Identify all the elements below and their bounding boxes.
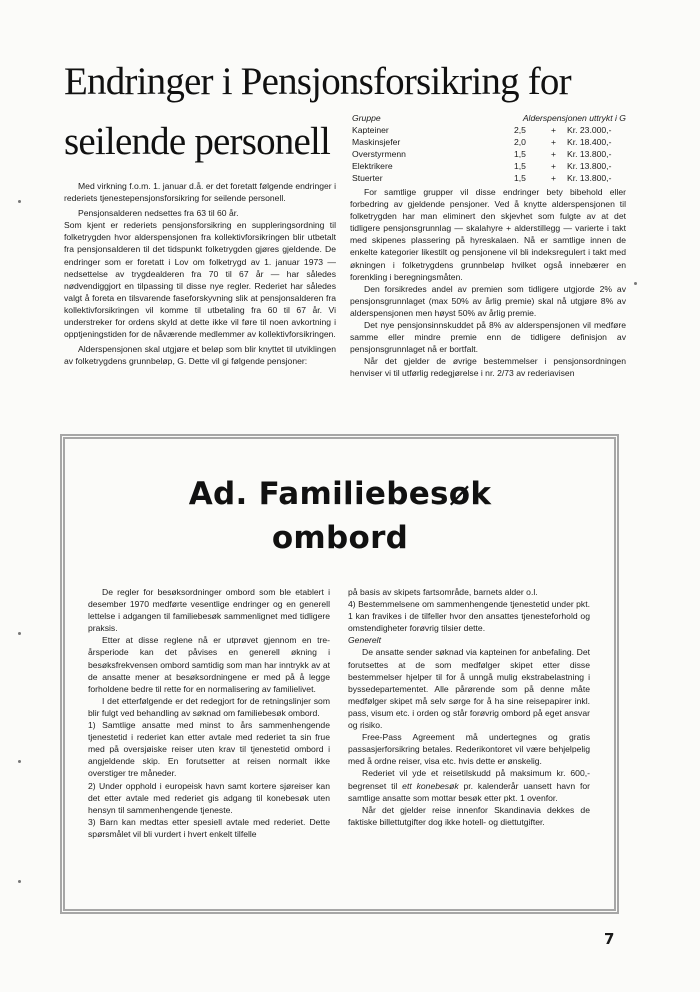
table-cell-plus: +: [551, 149, 557, 160]
table-cell-amount: Kr. 23.000,-: [567, 125, 612, 136]
paragraph: Free-Pass Agreement må undertegnes og gratis passasjerforsikring betales. Rederikontoret vil være behjelpelig med å ordne reiser, visa etc. hvis dette er ønskelig.: [348, 732, 590, 767]
article-title-line1: Endringer i Pensjonsforsikring for: [64, 60, 571, 103]
paragraph: Alderspensjonen skal utgjøre et beløp som blir knyttet til utviklingen av folketrygdens grunnbeløp, G. Dette vil gi følgende pensjoner:: [64, 344, 336, 367]
margin-mark: [18, 200, 21, 203]
table-row: [352, 160, 626, 172]
table-cell-group: Kapteiner: [352, 125, 389, 136]
section-heading: Generelt: [348, 635, 381, 646]
paragraph: De regler for besøksordninger ombord som ble etablert i desember 1970 medførte vesentlige endringer og en generell lettelse i adgangen til familiebesøk sammenlignet med tidligere praksis.: [88, 587, 330, 634]
table-cell-g: 2,0: [514, 137, 526, 148]
table-cell-g: 1,5: [514, 161, 526, 172]
table-cell-amount: Kr. 18.400,-: [567, 137, 612, 148]
margin-mark: [18, 760, 21, 763]
table-header-group: Gruppe: [352, 113, 381, 123]
article2-right-column: [348, 586, 590, 828]
table-cell-g: 1,5: [514, 173, 526, 184]
paragraph: For samtlige grupper vil disse endringer bety bibehold eller forbedring av gjeldende pensjoner. Ved å knytte alderspensjonen til folketrygden har man eliminert den skjevhet som fulgte av at det tidligere pensjonsgrunnlag — skalahyre + alderstillegg — varierte i takt med skipenes plassering på hyreskalaen. Nå er samtlige innen de enkelte kategorier likestilt og pensjonene vil bli indeksregulert i takt med økningen i folketrygdens grunnbeløp hvilket også innebærer en forenkling i beregningsmåten.: [350, 187, 626, 282]
table-cell-group: Overstyrmenn: [352, 149, 406, 160]
table-header-pension: Alderspensjonen uttrykt i G: [522, 113, 626, 123]
table-row: [352, 172, 626, 184]
paragraph: De ansatte sender søknad via kapteinen for anbefaling. Det forutsettes at de som medfølger skipet etter disse bestemmelser hjelper til for å unngå mulig ekstrabelastning i byssedepartementet. Alle pårørende som på denne måte medfølger skipet må selv sørge for å ha sine reisepapirer inkl. pass, visum etc. i orden og står forøvrig ombord på eget ansvar og risiko.: [348, 647, 590, 731]
article1-left-column: [64, 180, 336, 367]
article2-left-column: [88, 586, 330, 840]
table-row: [352, 124, 626, 136]
table-cell-plus: +: [551, 161, 557, 172]
table-cell-plus: +: [551, 173, 557, 184]
paragraph: Pensjonsalderen nedsettes fra 63 til 60 år.: [78, 208, 239, 219]
paragraph: Med virkning f.o.m. 1. januar d.å. er det foretatt følgende endringer i rederiets tjenestepensjonsforsikring for seilende personell.: [64, 181, 336, 204]
paragraph: Når det gjelder reise innenfor Skandinavia dekkes de faktiske billettutgifter dog ikke hotell- og diettutgifter.: [348, 804, 590, 827]
emphasis-text: ett konebesøk: [402, 780, 459, 791]
paragraph: Etter at disse reglene nå er utprøvet gjennom en tre-årsperiode kan det påvises en generell økning i besøksfrekvensen ombord samtidig som man har inntrykk av at de ansatte mener at besøksordningene er med på å legge forholdene bedre til rette for en normalisering av familielivet.: [88, 635, 330, 694]
paragraph: på basis av skipets fartsområde, barnets alder o.l.: [348, 587, 538, 597]
page-number: 7: [604, 930, 615, 948]
table-row: [352, 148, 626, 160]
paragraph: Den forsikredes andel av premien som tidligere utgjorde 2% av pensjonsgrunnlaget (max 50% av årlig premie) skal nå utgjøre 8% av alderspensjonen men høyst 50% av årlig premie.: [350, 283, 626, 318]
table-cell-group: Elektrikere: [352, 161, 393, 172]
list-item: 3) Barn kan medtas etter spesiell avtale med rederiet. Dette spørsmålet vil bli vurdert i hvert enkelt tilfelle: [88, 816, 330, 839]
table-cell-g: 1,5: [514, 149, 526, 160]
article2-title-line2: ombord: [271, 520, 409, 556]
table-row: [352, 136, 626, 148]
table-cell-amount: Kr. 13.800,-: [567, 149, 612, 160]
table-header: [352, 112, 626, 124]
list-item: 1) Samtlige ansatte med minst to års sammenhengende tjenestetid i rederiet kan etter avtale med rederiet ta sin frue med på oversjøiske reiser uten krav til tjenestetid ombord i angjeldende skip. En forutsetter at reisen normalt ikke overstiger tre måneder.: [88, 720, 330, 779]
paragraph: Når det gjelder de øvrige bestemmelser i pensjonsordningen henviser vi til utførlig redegjørelse i nr. 2/73 av rederiavisen: [350, 356, 626, 379]
paragraph-text: pr. kalenderår uansett havn for samtlige ansatte som mottar besøk etter pkt. 1 ovenfor.: [348, 780, 590, 803]
margin-mark: [18, 632, 21, 635]
table-cell-group: Stuerter: [352, 173, 383, 184]
pension-table: [352, 112, 626, 185]
paragraph: Det nye pensjonsinnskuddet på 8% av alderspensjonen vil medføre samme eller mindre premie enn de tidligere definisjon av pensjonsgrunnlaget nå er bortfalt.: [350, 320, 626, 355]
paragraph: I det etterfølgende er det redegjort for de retningslinjer som blir fulgt ved behandling av søknad om familiebesøk ombord.: [88, 695, 330, 718]
article-title-line2: seilende personell: [64, 120, 331, 163]
table-cell-amount: Kr. 13.800,-: [567, 173, 612, 184]
article1-right-column: [350, 186, 626, 380]
paragraph: [348, 767, 590, 803]
table-cell-g: 2,5: [514, 125, 526, 136]
margin-mark: [18, 880, 21, 883]
paragraph-text: Rederiet vil yde et reisetilskudd på maksimum kr. 600,- begrenset til: [348, 768, 590, 791]
margin-mark: [634, 282, 637, 285]
table-cell-plus: +: [551, 125, 557, 136]
article2-title-line1: Ad. Familiebesøk: [188, 476, 492, 512]
table-cell-plus: +: [551, 137, 557, 148]
table-cell-amount: Kr. 13.800,-: [567, 161, 612, 172]
list-item: 2) Under opphold i europeisk havn samt kortere sjøreiser kan det etter avtale med rederiet gis adgang til konebesøk uten hensyn til sammenhengende tjeneste.: [88, 780, 330, 815]
list-item: 4) Bestemmelsene om sammenhengende tjenestetid under pkt. 1 kan fravikes i de tilfeller hvor den ansattes tjenesteforhold og omstendigheter forøvrig tilsier dette.: [348, 599, 590, 634]
article2-title: [150, 472, 530, 560]
paragraph: Som kjent er rederiets pensjonsforsikring en suppleringsordning til folketrygden hvor alderspensjonen fra kollektivforsikringen blir utbetalt fra pensjonsalderen til det tidspunkt folketrygden gjøres gjeldende. De endringer som er foretatt i Lov om folketrygd av 1. januar 1973 — nedsettelse av trygdealderen fra 70 til 67 år — har således nødvendiggjort en tilpassing til disse nye regler. Rederiet har således valgt å foreta en tilsvarende faseforskyvning slik at pensjonsalderen fra kollektivforsikringen vil komme til utbetaling fra 60 til 67 år. Vi understreker for ordens skyld at dette ikke vil føre til noen avkortning i opptjeningstiden for de nåværende medlemmer av kollektivforsikringen.: [64, 220, 336, 340]
table-cell-group: Maskinsjefer: [352, 137, 401, 148]
